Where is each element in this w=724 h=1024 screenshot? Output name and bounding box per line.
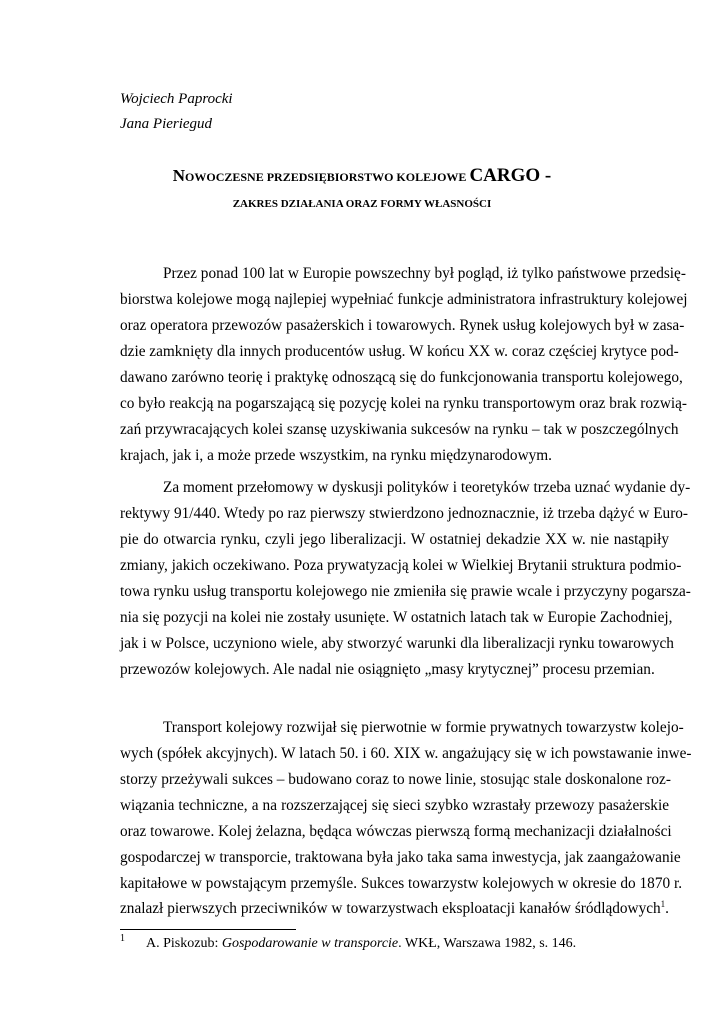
footnote-publication: . WKŁ, Warszawa 1982, s. 146. [398,936,577,951]
footnote-number: 1 [120,933,125,944]
text-line: zmiany, jakich oczekiwano. Poza prywatyzacją kolei w Wielkiej Brytanii struktura podmio- [120,557,682,574]
text-line: storzy przeżywali sukces – budowano coraz to nowe linie, stosując stale doskonalone roz- [120,771,671,788]
text-line: jak i w Polsce, uczyniono wiele, aby stworzyć warunki dla liberalizacji rynku towarowych [120,635,674,652]
text-line: krajach, jak i, a może przede wszystkim, na rynku międzynarodowym. [120,447,552,464]
text-line: pie do otwarcia rynku, czyli jego liberalizacji. W ostatniej dekadzie XX w. nie nastąpiły [120,531,669,548]
text-line: wych (spółek akcyjnych). W latach 50. i 60. XIX w. angażujący się w ich powstawanie inwe- [120,745,692,762]
text-line: wiązania techniczne, a na rozszerzającej się sieci szybko wzrastały przewozy pasażerskie [120,797,669,814]
footnote-text [146,935,576,953]
author-name: Jana Pieriegud [120,116,213,132]
footnote-book-title: Gospodarowanie w transporcie [221,936,399,951]
text-line: dzie zamknięty dla innych producentów usług. W końcu XX w. coraz częściej krytyce pod- [120,343,679,360]
document-subtitle: ZAKRES DZIAŁANIA ORAZ FORMY WŁASNOŚCI [232,198,492,210]
text-line: przewozów kolejowych. Ale nadal nie osiągnięto „masy krytycznej” procesu przemian. [120,661,655,678]
text-line: Przez ponad 100 lat w Europie powszechny był pogląd, iż tylko państwowe przedsię- [163,265,686,282]
sentence-end: . [665,900,669,917]
title-cargo: CARGO - [469,165,552,186]
text-line: nia się pozycji na kolei nie zostały usunięte. W ostatnich latach tak w Europie Zachodniej, [120,609,673,626]
text-line: dawano zarówno teorię i praktykę odnoszącą się do funkcjonowania transportu kolejowego, [120,369,683,386]
footnote-reference[interactable]: 1 [660,898,666,909]
text-line: kapitałowe w powstającym przemyśle. Sukces towarzystw kolejowych w okresie do 1870 r. [120,875,683,892]
title-smallcaps: OWOCZESNE PRZEDSIĘBIORSTWO KOLEJOWE [185,170,470,184]
text-line-with-footnote [120,900,669,918]
text-line: Transport kolejowy rozwijał się pierwotnie w formie prywatnych towarzystw kolejo- [163,719,684,736]
document-title [0,166,724,187]
text-line-content: znalazł pierwszych przeciwników w towarzystwach eksploatacji kanałów śródlądowych [120,900,661,917]
text-line: zań przywracających kolei szansę uzyskiwania sukcesów na rynku – tak w poszczególnych [120,421,679,438]
title-initial: N [172,166,186,185]
text-line: oraz towarowe. Kolej żelazna, będąca wówczas pierwszą formą mechanizacji działalności [120,823,672,840]
text-line: co było reakcją na pogarszającą się pozycję kolei na rynku transportowym oraz brak rozwią- [120,395,688,412]
text-line: rektywy 91/440. Wtedy po raz pierwszy stwierdzono jednoznacznie, iż trzeba dążyć w Euro- [120,505,689,522]
footnote-separator [120,929,296,930]
text-line: oraz operatora przewozów pasażerskich i towarowych. Rynek usług kolejowych był w zasa- [120,317,685,334]
text-line: Za moment przełomowy w dyskusji polityków i teoretyków trzeba uznać wydanie dy- [163,479,691,496]
text-line: biorstwa kolejowe mogą najlepiej wypełniać funkcje administratora infrastruktury kolejowej [120,291,688,308]
author-name: Wojciech Paprocki [120,91,233,107]
footnote-author: A. Piskozub: [146,936,222,951]
text-line: towa rynku usług transportu kolejowego nie zmieniła się prawie wcale i przyczyny pogarsza- [120,583,691,600]
text-line: gospodarczej w transporcie, traktowana była jako taka sama inwestycja, jak zaangażowanie [120,849,681,866]
